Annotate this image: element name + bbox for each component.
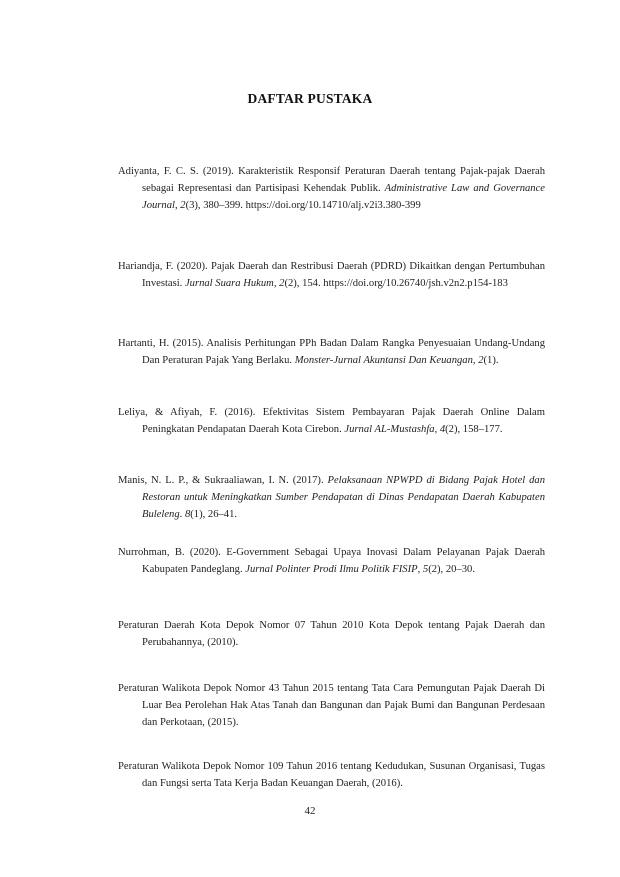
reference-text: Manis, N. L. P., & Sukraaliawan, I. N. (2017). xyxy=(118,475,328,486)
reference-text: Peraturan Daerah Kota Depok Nomor 07 Tahun 2010 Kota Depok tentang Pajak Daerah dan Perubahannya, (2010). xyxy=(118,620,545,648)
reference-entry xyxy=(118,680,545,731)
reference-entry xyxy=(118,758,545,792)
reference-italic-text: 2 xyxy=(478,355,484,366)
reference-text: (2), 20–30. xyxy=(428,564,475,575)
reference-text: (1), 26–41. xyxy=(190,509,238,520)
reference-italic-text: 2 xyxy=(180,200,186,211)
reference-text: Nurrohman, B. (2020). E-Government Sebagai Upaya Inovasi Dalam Pelayanan Pajak Daerah Kabupaten Pandeglang. xyxy=(118,547,545,575)
reference-entry xyxy=(118,163,545,214)
reference-italic-text: Monster-Jurnal Akuntansi Dan Keuangan xyxy=(294,355,473,366)
reference-italic-text: Jurnal Suara Hukum xyxy=(184,278,274,289)
reference-italic-text: 2 xyxy=(279,278,285,289)
reference-entry xyxy=(118,404,545,438)
reference-entry xyxy=(118,335,545,369)
reference-text: Adiyanta, F. C. S. (2019). Karakteristik Responsif Peraturan Daerah tentang Pajak-pajak Daerah sebagai Representasi dan Partisipasi Kehendak Publik. xyxy=(118,166,545,194)
reference-entry xyxy=(118,617,545,651)
reference-text: , xyxy=(472,355,479,366)
reference-text: , xyxy=(434,424,440,435)
reference-text: , xyxy=(417,564,423,575)
reference-entry xyxy=(118,258,545,292)
reference-text: Hariandja, F. (2020). Pajak Daerah dan Restribusi Daerah (PDRD) Dikaitkan dengan Pertumbuhan Investasi. xyxy=(118,261,545,289)
reference-italic-text: Administrative Law and Governance Journal xyxy=(142,183,545,211)
reference-italic-text: 4 xyxy=(439,424,446,435)
reference-text: . xyxy=(179,509,185,520)
reference-text: (2), 154. https://doi.org/10.26740/jsh.v2n2.p154-183 xyxy=(284,278,508,289)
reference-text: , xyxy=(174,200,181,211)
reference-text: Peraturan Walikota Depok Nomor 109 Tahun 2016 tentang Kedudukan, Susunan Organisasi, Tugas dan Fungsi serta Tata Kerja Badan Keuangan Daerah, (2016). xyxy=(118,761,545,789)
reference-entry xyxy=(118,544,545,578)
reference-italic-text: Jurnal AL-Mustashfa xyxy=(344,424,435,435)
reference-text: (1). xyxy=(483,355,499,366)
reference-italic-text: Jurnal Polinter Prodi Ilmu Politik FISIP xyxy=(245,564,418,575)
reference-text: Peraturan Walikota Depok Nomor 43 Tahun 2015 tentang Tata Cara Pemungutan Pajak Daerah Di Luar Bea Perolehan Hak Atas Tanah dan Bangunan dan Pajak Bumi dan Bangunan Perdesaan dan Perkotaan, (2015). xyxy=(118,683,545,728)
reference-text: Leliya, & Afiyah, F. (2016). Efektivitas Sistem Pembayaran Pajak Daerah Online Dalam Peningkatan Pendapatan Daerah Kota Cirebon. xyxy=(118,407,545,435)
page-number: 42 xyxy=(304,805,316,817)
page-title: DAFTAR PUSTAKA xyxy=(247,91,373,106)
reference-text: , xyxy=(273,278,280,289)
reference-text: (2), 158–177. xyxy=(445,424,503,435)
reference-italic-text: 8 xyxy=(184,509,191,520)
reference-text: (3), 380–399. https://doi.org/10.14710/alj.v2i3.380-399 xyxy=(185,200,421,211)
reference-text: Hartanti, H. (2015). Analisis Perhitungan PPh Badan Dalam Rangka Penyesuaian Undang-Undang Dan Peraturan Pajak Yang Berlaku. xyxy=(118,338,545,366)
reference-entry xyxy=(118,472,545,523)
reference-italic-text: 5 xyxy=(422,564,429,575)
reference-italic-text: Pelaksanaan NPWPD di Bidang Pajak Hotel dan Restoran untuk Meningkatkan Sumber Pendapatan di Dinas Pendapatan Daerah Kabupaten Buleleng xyxy=(142,475,546,520)
